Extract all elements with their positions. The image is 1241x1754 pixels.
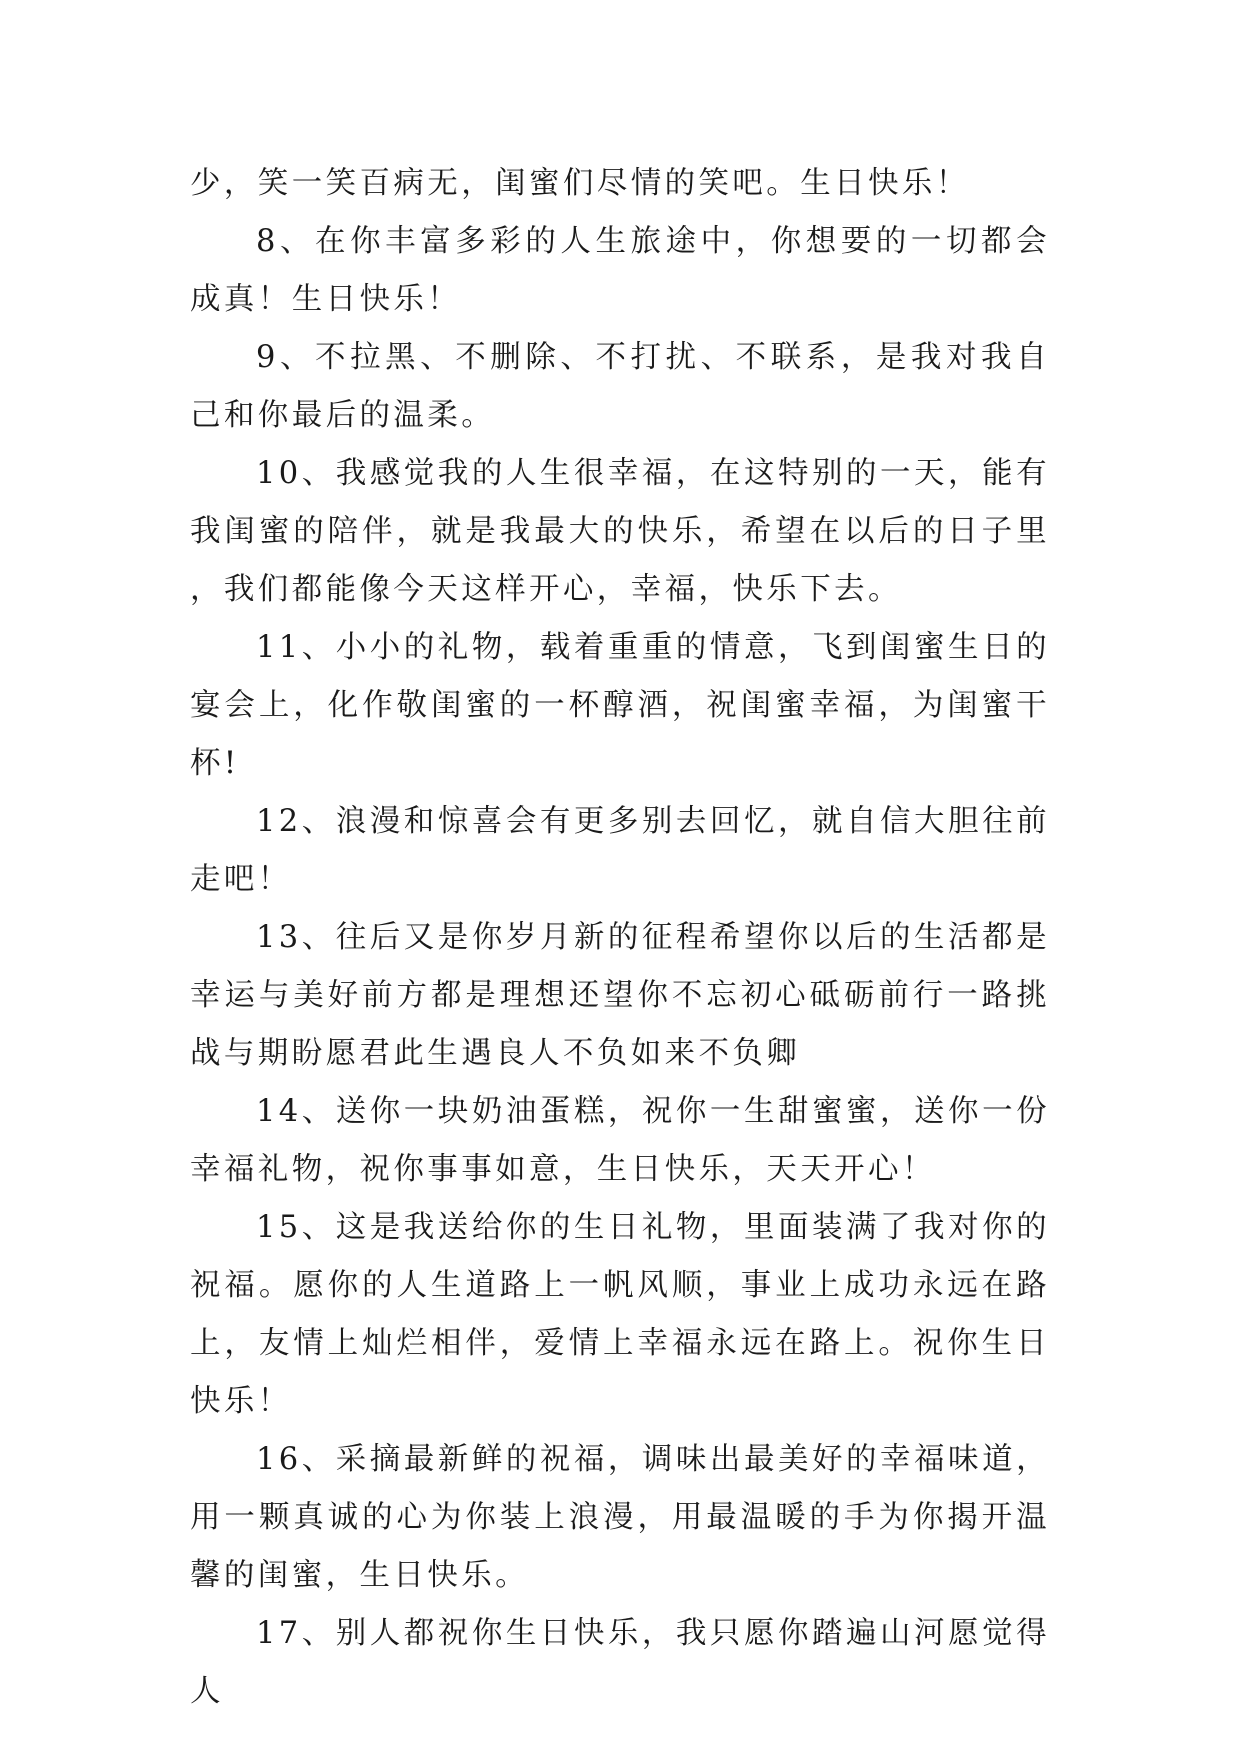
paragraph-8: 8、在你丰富多彩的人生旅途中，你想要的一切都会成真！生日快乐！ bbox=[190, 224, 1050, 317]
paragraph-9: 9、不拉黑、不删除、不打扰、不联系，是我对我自己和你最后的温柔。 bbox=[190, 340, 1050, 433]
document-body bbox=[190, 155, 1050, 1721]
paragraph-13: 13、往后又是你岁月新的征程希望你以后的生活都是幸运与美好前方都是理想还望你不忘初心砥砺前行一路挑战与期盼愿君此生遇良人不负如来不负卿 bbox=[190, 920, 1050, 1071]
paragraph-15: 15、这是我送给你的生日礼物，里面装满了我对你的祝福。愿你的人生道路上一帆风顺，事业上成功永远在路上，友情上灿烂相伴，爱情上幸福永远在路上。祝你生日快乐！ bbox=[190, 1210, 1050, 1419]
paragraph-fragment: 少，笑一笑百病无，闺蜜们尽情的笑吧。生日快乐！ bbox=[190, 166, 970, 201]
paragraph-10: 10、我感觉我的人生很幸福，在这特别的一天，能有我闺蜜的陪伴，就是我最大的快乐，希望在以后的日子里，我们都能像今天这样开心，幸福，快乐下去。 bbox=[190, 456, 1050, 607]
paragraph-14: 14、送你一块奶油蛋糕，祝你一生甜蜜蜜，送你一份幸福礼物，祝你事事如意，生日快乐，天天开心！ bbox=[190, 1094, 1050, 1187]
paragraph-12: 12、浪漫和惊喜会有更多别去回忆，就自信大胆往前走吧！ bbox=[190, 804, 1050, 897]
paragraph-16: 16、采摘最新鲜的祝福，调味出最美好的幸福味道，用一颗真诚的心为你装上浪漫，用最温暖的手为你揭开温馨的闺蜜，生日快乐。 bbox=[190, 1442, 1050, 1593]
paragraph-11: 11、小小的礼物，载着重重的情意，飞到闺蜜生日的宴会上，化作敬闺蜜的一杯醇酒，祝闺蜜幸福，为闺蜜干杯! bbox=[190, 630, 1050, 781]
paragraph-17: 17、别人都祝你生日快乐，我只愿你踏遍山河愿觉得人 bbox=[190, 1616, 1050, 1709]
